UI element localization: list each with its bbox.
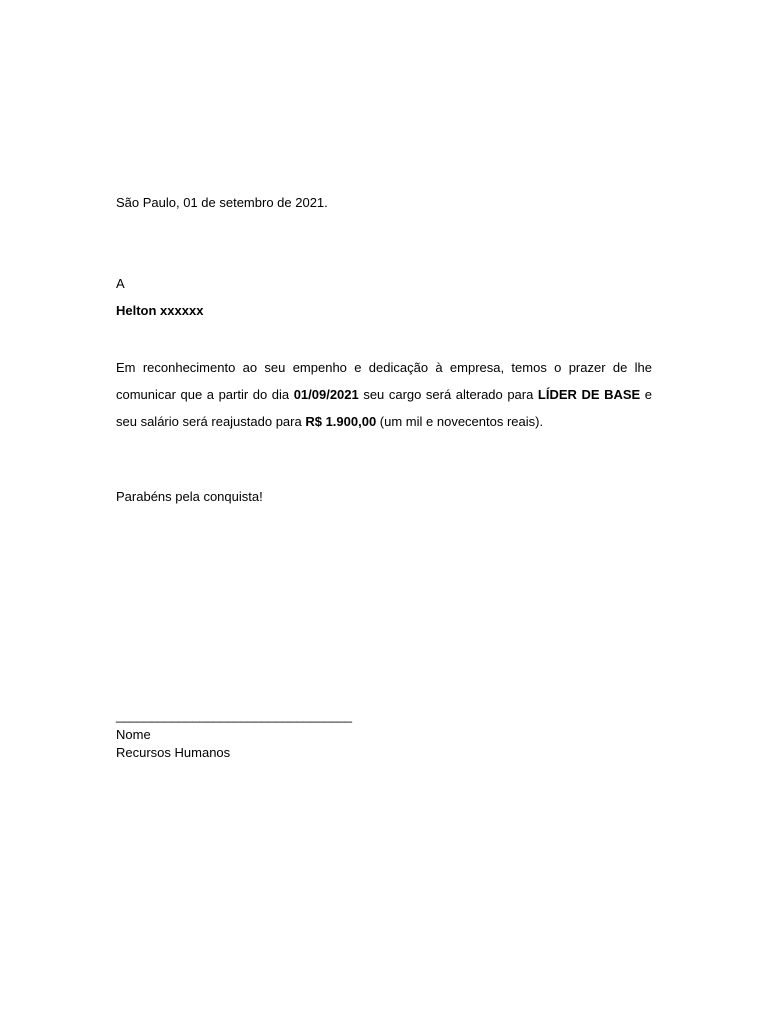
body-text-part2: seu cargo será alterado para [358,387,538,402]
signature-line: __________________________________ [116,708,352,723]
new-salary: R$ 1.900,00 [305,414,377,429]
signature-department: Recursos Humanos [116,745,231,760]
body-paragraph [116,354,652,435]
effective-date: 01/09/2021 [293,387,359,402]
body-text-part4: (um mil e novecentos reais). [376,414,544,429]
body-text-part1: Em reconhecimento ao seu empenho e dedicação à empresa, temos o prazer de lhe comunicar que a partir do dia [116,360,652,402]
date-line: São Paulo, 01 de setembro de 2021. [116,195,328,210]
signature-name: Nome [116,727,151,742]
recipient-name: Helton xxxxxx [116,303,204,318]
new-role: LÍDER DE BASE [537,387,641,402]
body-text-part3: e seu salário será reajustado para [116,387,653,429]
recipient-prefix: A [116,276,125,291]
closing-line: Parabéns pela conquista! [116,489,263,504]
